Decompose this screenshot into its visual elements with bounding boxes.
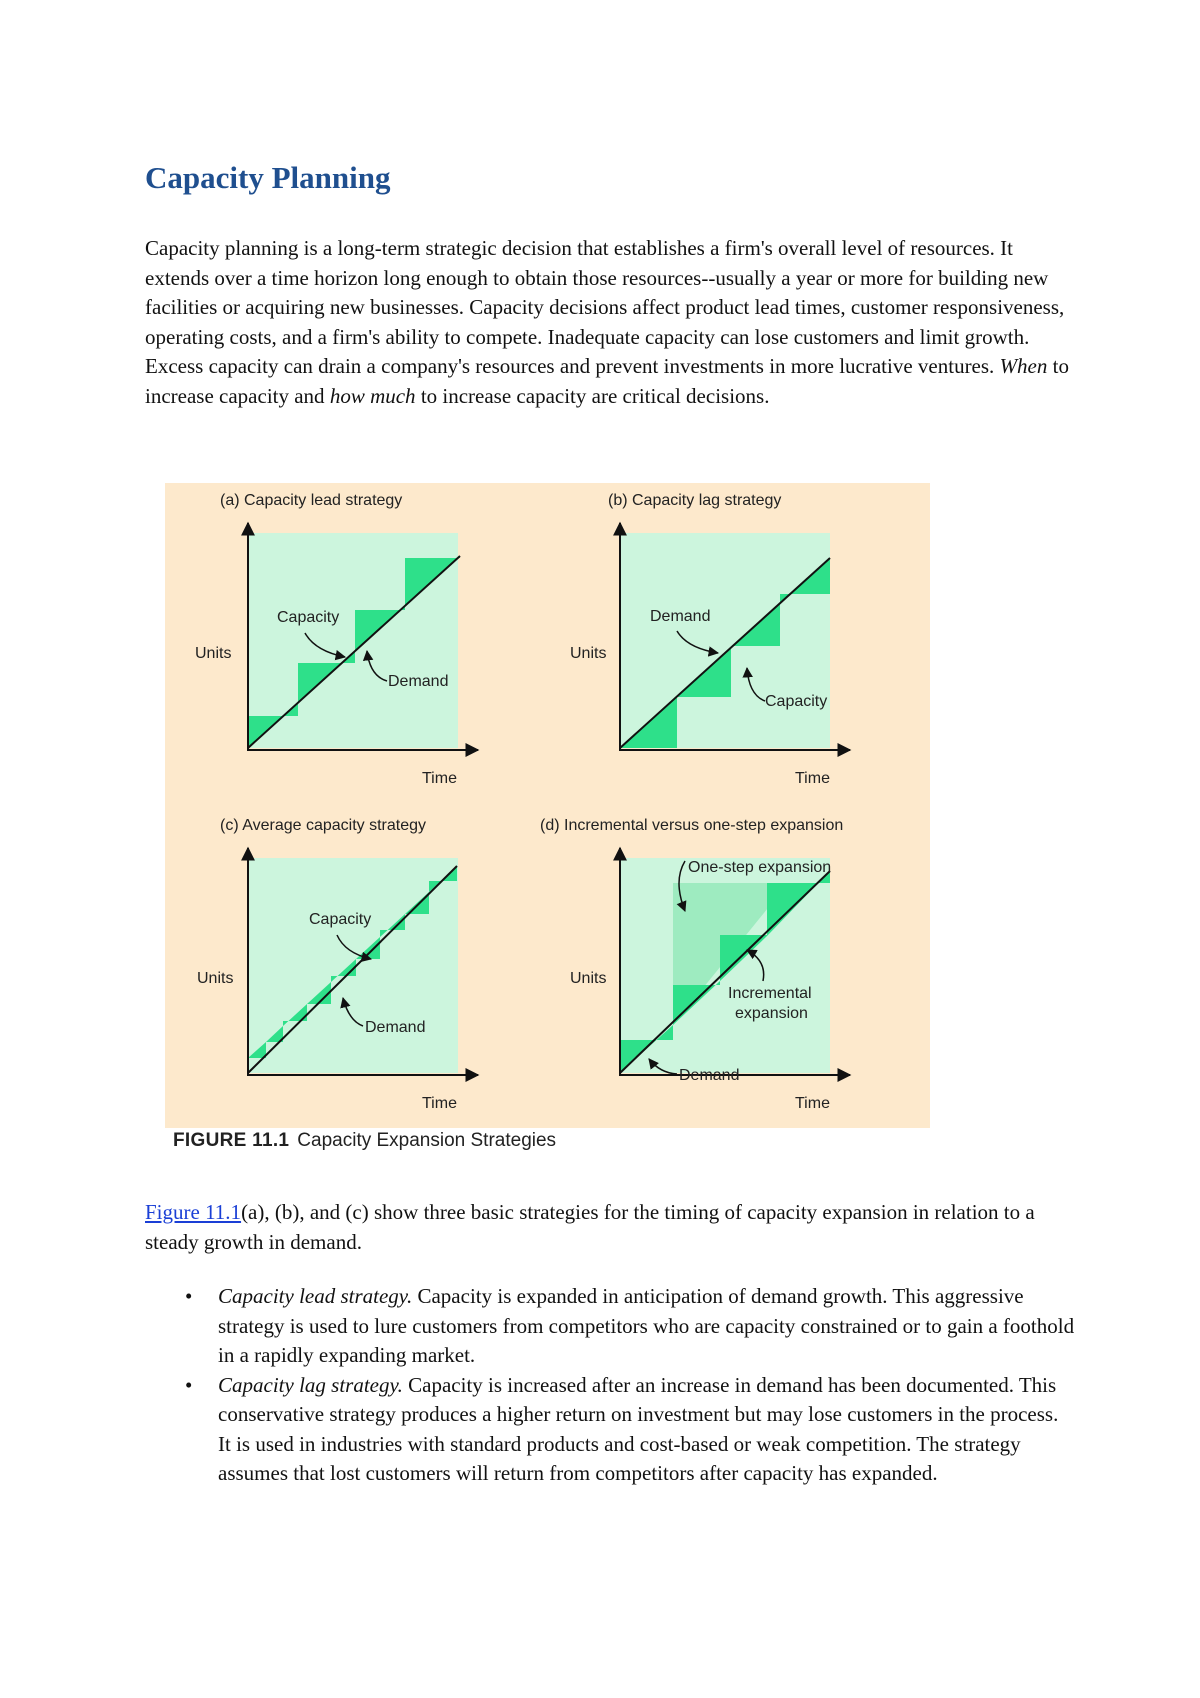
list-item-text: Capacity is increased after an increase in demand has been documented. This conservative strategy produces a higher return on investment but may lose customers in the process. It is used in industries with standard products and cost-based or weak competition. The strategy assumes that lost customers will return from competitors after capacity has expanded. bbox=[218, 1372, 1059, 1485]
panel-d-title: (d) Incremental versus one-step expansion bbox=[540, 817, 844, 834]
lead-text: (a), (b), and (c) show three basic strategies for the timing of capacity expansion in relation to a steady growth in demand. bbox=[145, 1200, 1035, 1254]
panel-c-xlabel: Time bbox=[422, 1095, 457, 1112]
bullet-icon: • bbox=[185, 1284, 193, 1308]
intro-text-3: to increase capacity are critical decisions. bbox=[415, 383, 770, 408]
strategy-list bbox=[145, 1282, 1075, 1489]
panel-d-ylabel: Units bbox=[570, 970, 607, 987]
panel-d-demand-label: Demand bbox=[679, 1067, 740, 1084]
list-item-term: Capacity lag strategy. bbox=[218, 1372, 403, 1397]
panel-c-capacity-label: Capacity bbox=[309, 911, 372, 928]
list-item-lag-strategy bbox=[145, 1371, 1075, 1489]
panel-d-xlabel: Time bbox=[795, 1095, 830, 1112]
figure-link[interactable]: Figure 11.1 bbox=[145, 1200, 242, 1224]
lead-paragraph bbox=[145, 1198, 1075, 1257]
panel-c-title: (c) Average capacity strategy bbox=[220, 817, 427, 834]
panel-a-demand-label: Demand bbox=[388, 673, 449, 690]
panel-a-ylabel: Units bbox=[195, 645, 232, 662]
page-title: Capacity Planning bbox=[145, 160, 391, 195]
intro-text-2: to increase capacity and bbox=[145, 354, 1069, 408]
panel-d-incremental-label-1: Incremental bbox=[728, 985, 812, 1002]
panel-c-demand-label: Demand bbox=[365, 1019, 426, 1036]
panel-b-plot-area bbox=[620, 533, 830, 748]
panel-c-ylabel: Units bbox=[197, 970, 234, 987]
bullet-icon: • bbox=[185, 1372, 193, 1397]
intro-how-much: how much bbox=[329, 383, 416, 408]
panel-b-capacity-label: Capacity bbox=[765, 693, 828, 710]
intro-when: When bbox=[999, 354, 1048, 378]
figure-caption-text: Capacity Expansion Strategies bbox=[297, 1130, 557, 1151]
panel-b-ylabel: Units bbox=[570, 645, 607, 662]
intro-paragraph bbox=[145, 234, 1075, 411]
panel-b-demand-label: Demand bbox=[650, 608, 711, 625]
panel-d-incremental-label-2: expansion bbox=[735, 1005, 808, 1022]
panel-a-title: (a) Capacity lead strategy bbox=[220, 492, 403, 509]
capacity-expansion-figure bbox=[165, 483, 930, 1128]
list-item-lead-strategy bbox=[145, 1282, 1075, 1371]
list-item-text: Capacity is expanded in anticipation of demand growth. This aggressive strategy is used to lure customers from competitors who are capacity constrained or to gain a foothold in a rapidly expanding market. bbox=[218, 1284, 1075, 1367]
panel-d-one-step-label: One-step expansion bbox=[688, 859, 832, 876]
figure-caption-label: FIGURE 11.1 bbox=[173, 1130, 290, 1151]
figure-caption bbox=[173, 1130, 556, 1152]
panel-a-xlabel: Time bbox=[422, 770, 457, 787]
panel-b-xlabel: Time bbox=[795, 770, 830, 787]
list-item-term: Capacity lead strategy. bbox=[218, 1284, 413, 1308]
panel-a-capacity-label: Capacity bbox=[277, 609, 340, 626]
panel-b-title: (b) Capacity lag strategy bbox=[608, 492, 782, 509]
intro-text-1: Capacity planning is a long-term strategic decision that establishes a firm's overall level of resources. It extends over a time horizon long enough to obtain those resources--usually a year or more for building new facilities or acquiring new businesses. Capacity decisions affect product lead times, customer responsiveness, operating costs, and a firm's ability to compete. Inadequate capacity can lose customers and limit growth. Excess capacity can drain a company's resources and prevent investments in more lucrative ventures. bbox=[145, 236, 1065, 378]
